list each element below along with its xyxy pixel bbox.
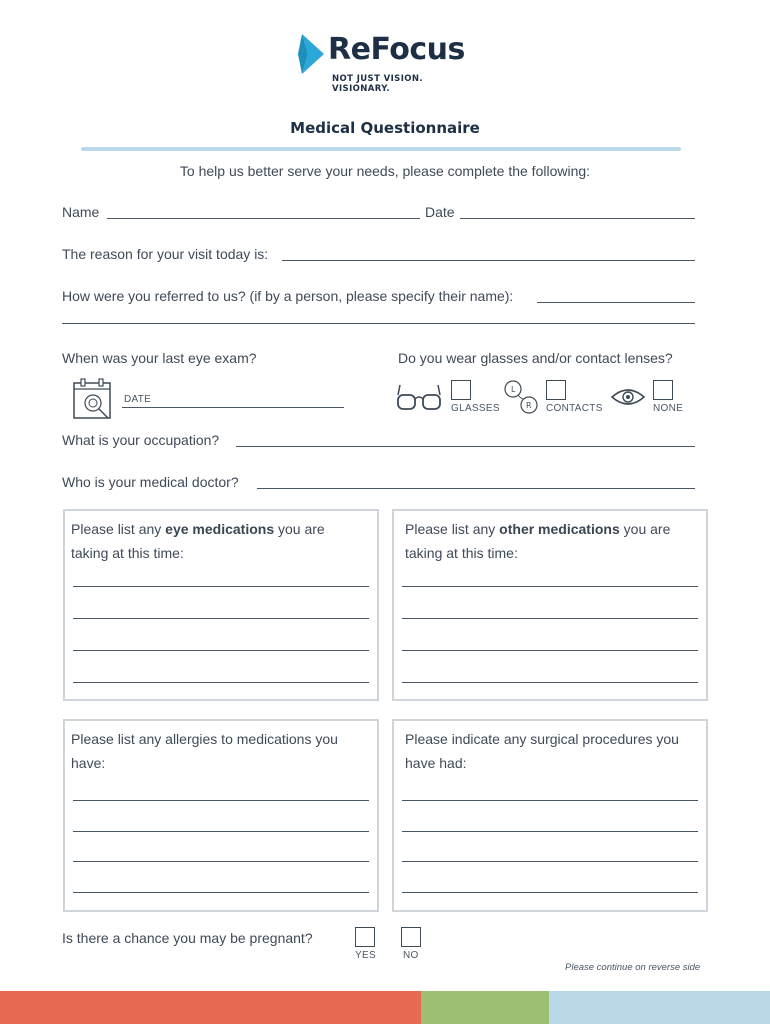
continue-note: Please continue on reverse side (565, 962, 701, 973)
reason-field[interactable] (282, 260, 695, 261)
glasses-option-label: GLASSES (451, 403, 500, 414)
eye-medications-line[interactable] (73, 586, 369, 587)
referred-field[interactable] (537, 302, 695, 303)
intro-text: To help us better serve your needs, please complete the following: (179, 163, 591, 179)
page-title: Medical Questionnaire (290, 119, 480, 137)
allergies-line[interactable] (73, 831, 369, 832)
glasses-icon (396, 381, 442, 413)
last-exam-label: When was your last eye exam? (62, 350, 257, 366)
allergies-box[interactable] (63, 719, 379, 912)
svg-text:L: L (511, 385, 516, 394)
other-medications-line[interactable] (402, 682, 698, 683)
surgeries-line[interactable] (402, 831, 698, 832)
calendar-icon (72, 378, 114, 420)
brand-logo (298, 30, 478, 94)
doctor-field[interactable] (257, 488, 695, 489)
eye-medications-box[interactable] (63, 509, 379, 701)
surgeries-line[interactable] (402, 861, 698, 862)
surgeries-line[interactable] (402, 800, 698, 801)
other-medications-line[interactable] (402, 586, 698, 587)
brand-name: ReFocus (328, 32, 465, 67)
occupation-field[interactable] (236, 446, 695, 447)
eye-medications-line[interactable] (73, 682, 369, 683)
occupation-label: What is your occupation? (62, 432, 220, 448)
other-medications-box[interactable] (392, 509, 708, 701)
none-option-label: NONE (653, 403, 684, 414)
allergies-line[interactable] (73, 861, 369, 862)
none-checkbox[interactable] (653, 380, 673, 400)
surgeries-prompt: Please indicate any surgical procedures you have had: (405, 731, 679, 771)
pregnant-yes-checkbox[interactable] (355, 927, 375, 947)
name-label: Name (62, 204, 100, 220)
eyewear-label: Do you wear glasses and/or contact lenses? (398, 350, 673, 366)
other-medications-prompt: Please list any other medications you are taking at this time: (405, 521, 671, 561)
contacts-checkbox[interactable] (546, 380, 566, 400)
eye-icon (610, 386, 646, 408)
date-label: Date (425, 204, 455, 220)
exam-date-label: DATE (124, 394, 152, 405)
brand-tagline: NOT JUST VISION. VISIONARY. (332, 74, 424, 94)
footer-bar-blue (549, 991, 770, 1024)
contacts-icon (503, 380, 543, 416)
name-field[interactable] (107, 218, 420, 219)
glasses-checkbox[interactable] (451, 380, 471, 400)
contacts-option-label: CONTACTS (546, 403, 603, 414)
eye-medications-line[interactable] (73, 650, 369, 651)
pregnant-no-label: NO (403, 950, 419, 961)
other-medications-line[interactable] (402, 618, 698, 619)
pregnant-label: Is there a chance you may be pregnant? (62, 930, 313, 946)
surgeries-box[interactable] (392, 719, 708, 912)
logo-chevron-icon (298, 32, 328, 76)
referred-label: How were you referred to us? (if by a person, please specify their name): (62, 288, 514, 304)
referred-field-line2[interactable] (62, 323, 695, 324)
footer-bar-green (421, 991, 549, 1024)
pregnant-no-checkbox[interactable] (401, 927, 421, 947)
allergies-line[interactable] (73, 800, 369, 801)
eye-medications-prompt: Please list any eye medications you are taking at this time: (71, 521, 325, 561)
date-field[interactable] (460, 218, 695, 219)
svg-text:R: R (526, 401, 532, 410)
surgeries-line[interactable] (402, 892, 698, 893)
title-divider (81, 147, 681, 151)
footer-bar-coral (0, 991, 421, 1024)
doctor-label: Who is your medical doctor? (62, 474, 239, 490)
reason-label: The reason for your visit today is: (62, 246, 269, 262)
other-medications-line[interactable] (402, 650, 698, 651)
eye-medications-line[interactable] (73, 618, 369, 619)
pregnant-yes-label: YES (355, 950, 376, 961)
exam-date-field[interactable] (122, 407, 344, 408)
allergies-prompt: Please list any allergies to medications you have: (71, 731, 338, 771)
allergies-line[interactable] (73, 892, 369, 893)
